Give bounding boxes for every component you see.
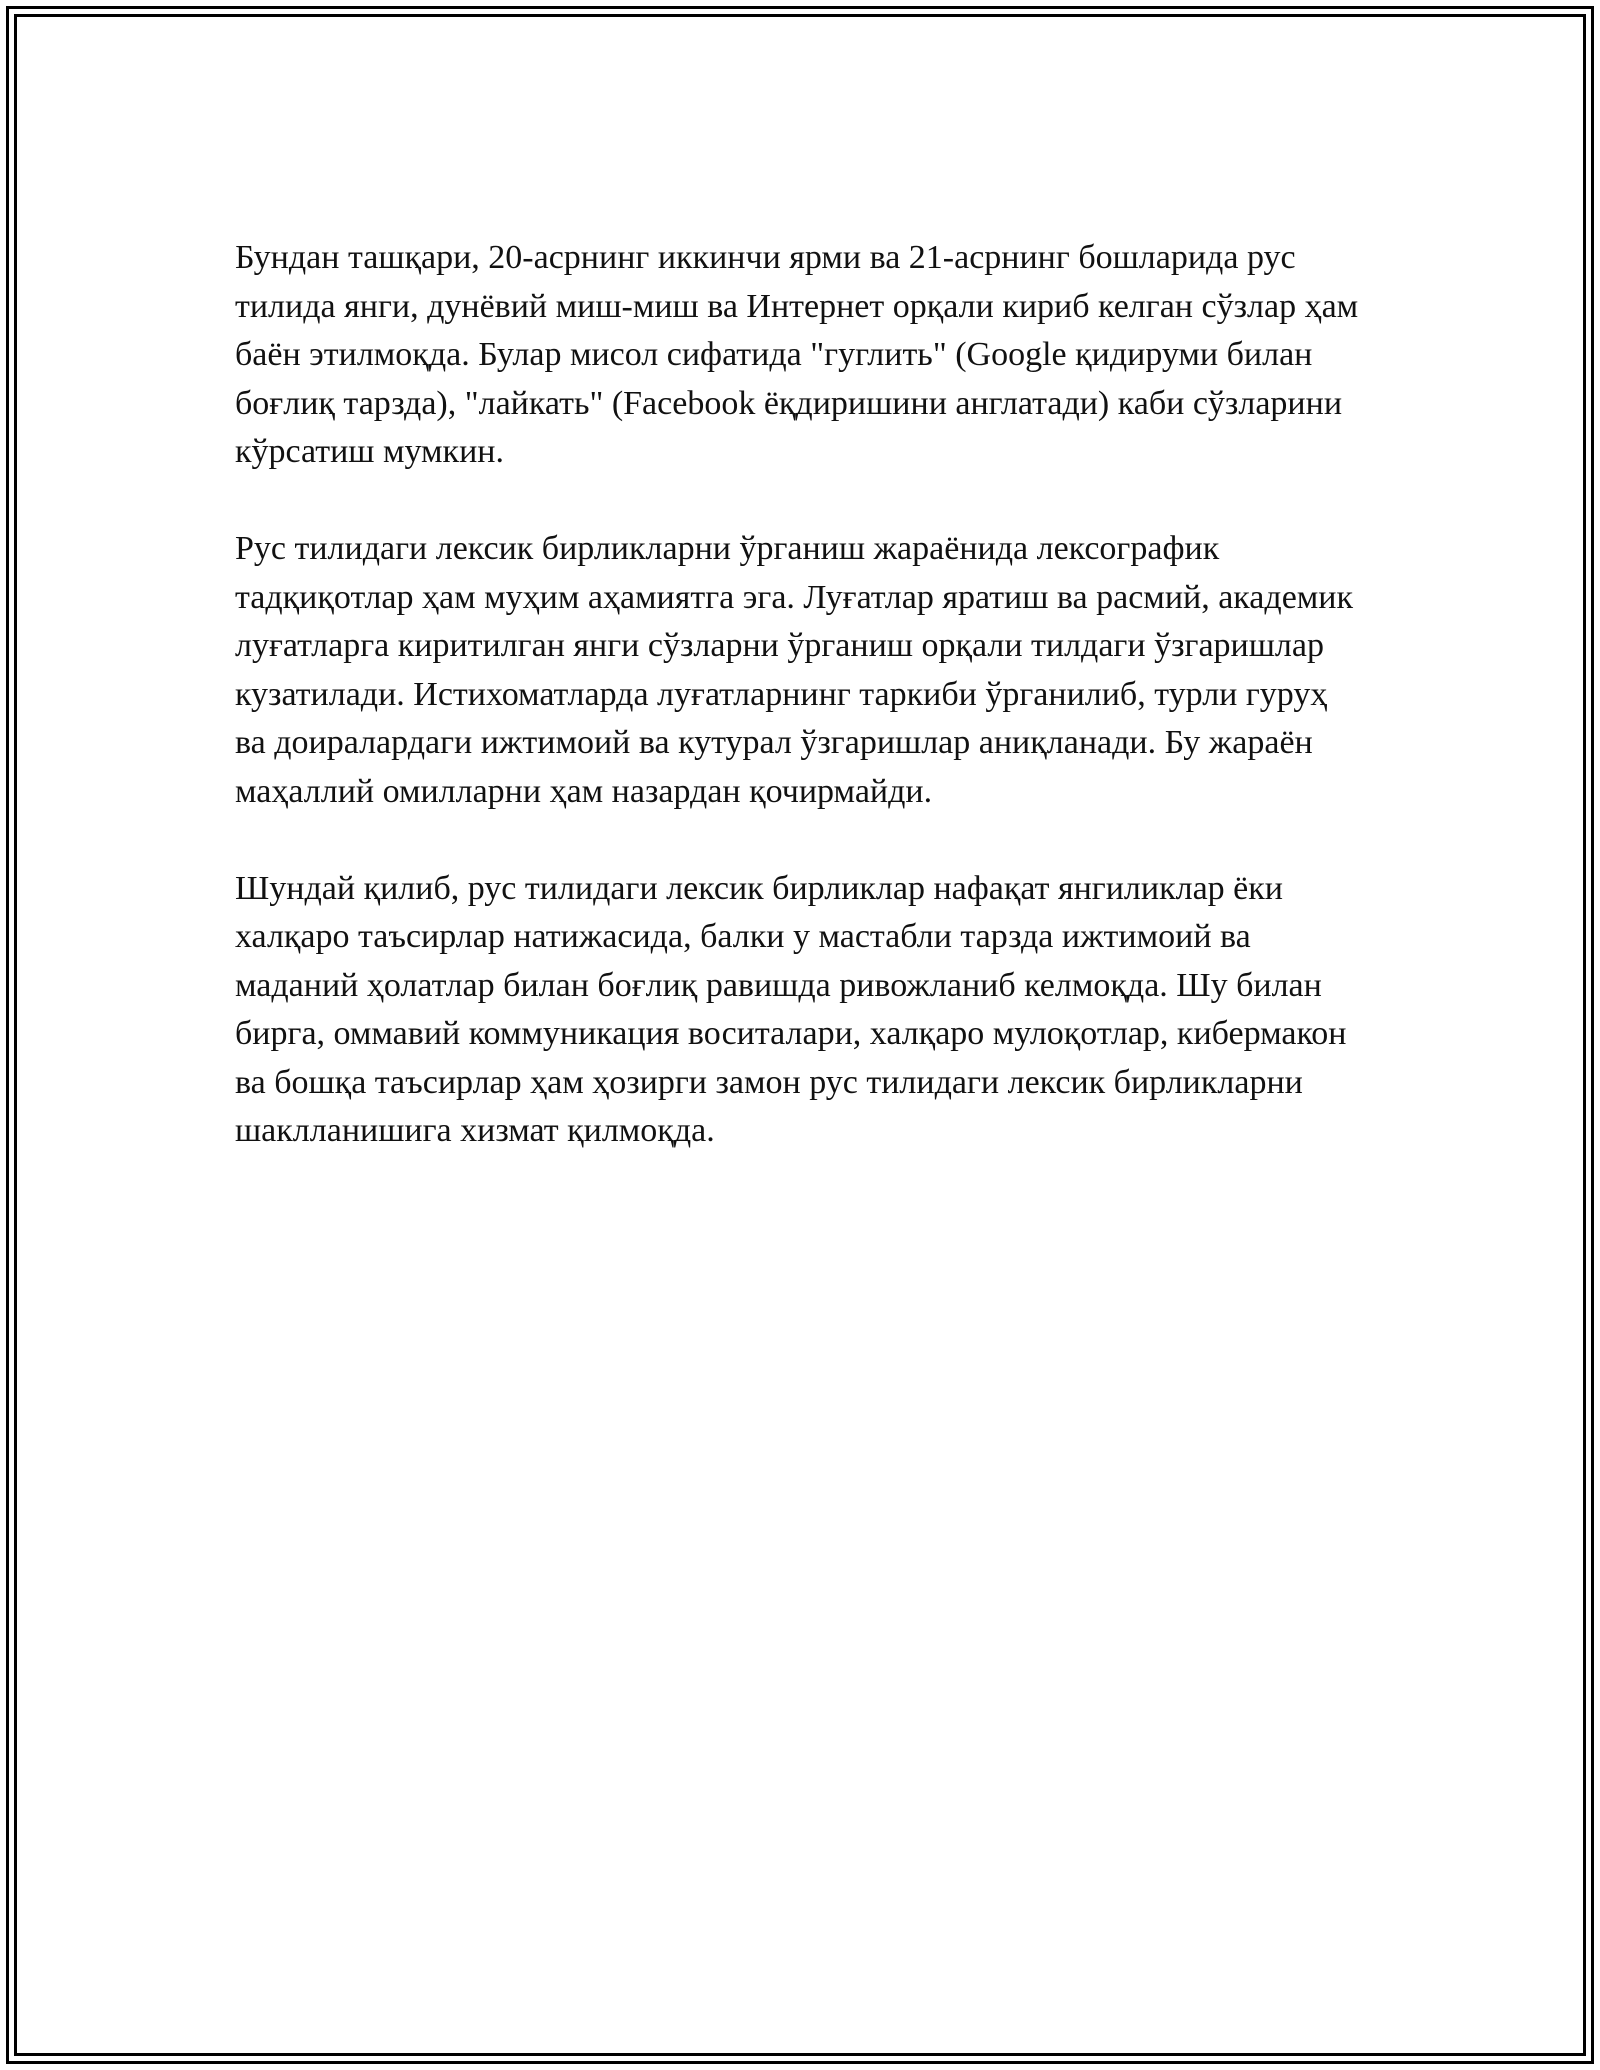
paragraph-3: Шундай қилиб, рус тилидаги лексик бирликлар нафақат янгиликлар ёки халқаро таъсирлар натижасида, балки у мастабли тарзда ижтимоий ва маданий ҳолатлар билан боғлиқ равишда ривожланиб келмоқда. Шу билан бирга, оммавий коммуникация воситалари, халқаро мулоқотлар, кибермакон ва бошқа таъсирлар ҳам ҳозирги замон рус тилидаги лексик бирликларни шаклланишига хизмат қилмоқда.: [235, 869, 1347, 1149]
paragraph-1: Бундан ташқари, 20-асрнинг иккинчи ярми ва 21-асрнинг бошларида рус тилида янги, дунёвий миш-миш ва Интернет орқали кириб келган сўзлар ҳам баён этилмоқда. Булар мисол сифатида "гуглить" (Google қидируми билан боғлиқ тарзда), "лайкать" (Facebook ёқдиришини англатади) каби сўзларини кўрсатиш мумкин.: [235, 239, 1359, 470]
paragraph-2: Рус тилидаги лексик бирликларни ўрганиш жараёнида лексографик тадқиқотлар ҳам муҳим аҳамиятга эга. Луғатлар яратиш ва расмий, академик луғатларга киритилган янги сўзларни ўрганиш орқали тилдаги ўзгаришлар кузатилади. Истихоматларда луғатларнинг таркиби ўрганилиб, турли гуруҳ ва доиралардаги ижтимоий ва кутурал ўзгаришлар аниқланади. Бу жараён маҳаллий омилларни ҳам назардан қочирмайди.: [235, 530, 1354, 810]
document-body: [235, 234, 1360, 1156]
